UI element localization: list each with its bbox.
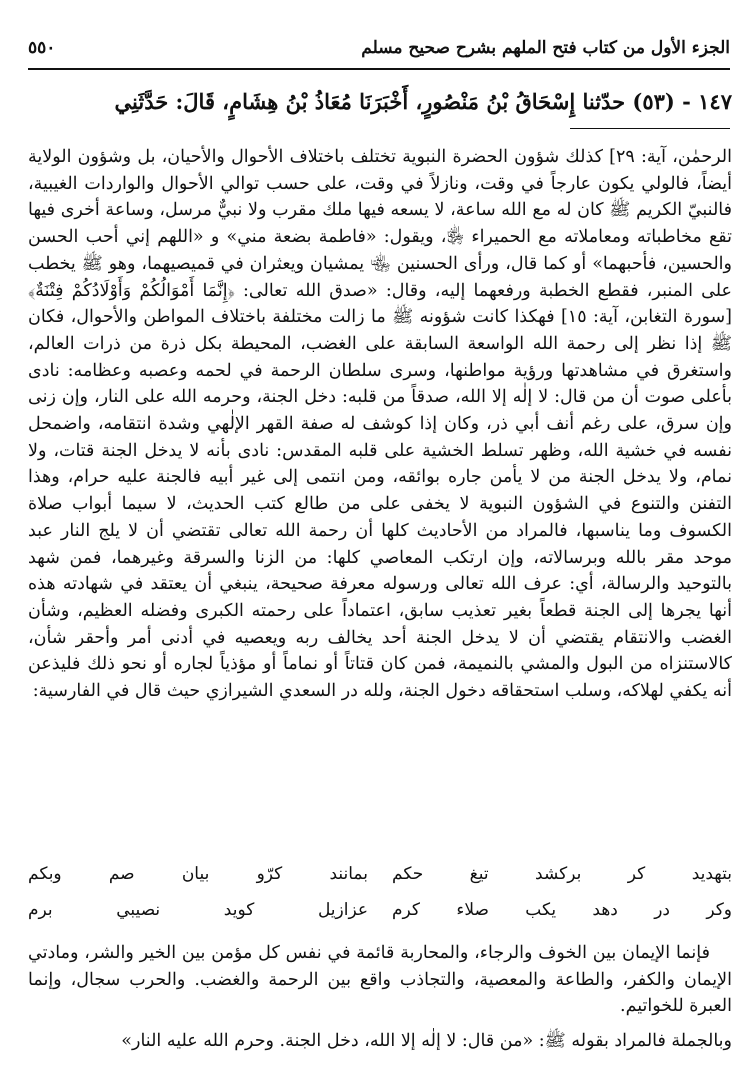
conclusion-paragraph xyxy=(28,940,732,1020)
page-number: ٥٥٠ xyxy=(28,38,56,58)
separator-rule xyxy=(570,128,730,129)
conclusion-text: فإنما الإيمان بين الخوف والرجاء، والمحاربة قائمة في نفس كل مؤمن بين الخير والشر، ومادتي الإيمان والكفر، والطاعة والمعصية، والتجاذب واقع بين الرحمة والغضب. والحرب سجال، وإنما العبرة للخواتيم. xyxy=(28,943,732,1017)
hadith-chain-line: ١٤٧ - (٥٣) حدّثنا إِسْحَاقُ بْنُ مَنْصُورٍ، أَخْبَرَنَا مُعَاذُ بْنُ هِشَامٍ، قَالَ: حَدَّثَنِي xyxy=(114,89,732,114)
poem-verse-2-left: عزازيل كويد نصيبي برم xyxy=(28,900,368,920)
commentary-text: الرحمٰن، آية: ٢٩] كذلك شؤون الحضرة النبوية تختلف باختلاف الأحوال والأحيان، بل وشؤون الولاية أيضاً، فالولي يكون عارجاً في وقت، ونازلاً في وقت، على حسب توالي الأحوال والواردات الغيبية، فالنبيّ الكريم ﷺ كان له مع الله ساعة، لا يسعه فيها ملك مقرب ولا نبيٌّ مرسل، وساعة أخرى فيها تقع مخاطباته ومعاملاته مع الحميراء ﵂، ويقول: «فاطمة بضعة مني» و «اللهم إني أحب الحسن والحسين، فأحبهما» أو كما قال، ورأى الحسنين ﵄ يمشيان ويعثران في قميصيهما، وهو ﷺ يخطب على المنبر، فقطع الخطبة ورفعهما إليه، وقال: «صدق الله تعالى: ﴿إِنَّمَا أَمْوَالُكُمْ وَأَوْلَادُكُمْ فِتْنَةٌ﴾ [سورة التغابن، آية: ١٥] فهكذا كانت شؤونه ﷺ ما زالت مختلفة باختلاف المواطن والأحوال، فكان ﷺ إذا نظر إلى رحمة الله الواسعة السابقة على الغضب، المحيطة بكل ذرة من ذرات العالم، واستغرق في مشاهدتها ورؤية مواطنها، وسرى سلطان الرحمة في لحمه وعصبه وعظامه: نادى بأعلى صوت أن من قال: لا إلٰه إلا الله، صدقاً من قلبه: دخل الجنة، وحرمه الله على النار، وإن زنى وإن سرق، على رغم أنف أبي ذر، وكان إذا كوشف له صفة القهر الإلٰهي وشدة انتقامه، واضمحل نفسه في خشية الله، وظهر تسلط الخشية على قلبه المقدس: نادى بأنه لا يدخل الجنة قتات، ولا نمام، ولا يدخل الجنة من لا يأمن جاره بوائقه، ومن انتمى إلى غير أبيه فالجنة عليه حرام، وهذا التفنن والتنوع في الشؤون النبوية لا يخفى على من طالع كتب الحديث، لا سيما أبواب صلاة الكسوف وما يناسبها، فالمراد من الأحاديث كلها أن رحمة الله تعالى تقتضي أن لا يلج النار عبد موحد مقر بالله وبرسالاته، وإن ارتكب المعاصي كلها: من الزنا والسرقة وغيرهما، فمن شهد بالتوحيد والرسالة، أي: عرف الله تعالى ورسوله معرفة صحيحة، ينبغي أن يعتقد في شهادته هذه أنها يجرها إلى الجنة قطعاً بغير تعذيب سابق، اعتماداً على رحمته الكبرى وفضله العظيم، وشأن الغضب والانتقام يقتضي أن لا يدخل الجنة أحد يخالف ربه ويعصيه في أدنى أمر وأحقر شأن، كالاستنزاه من البول والمشي بالنميمة، فمن كان قتاتاً أو نماماً أو مؤذياً لجاره أو نحو ذلك فليذعن أنه يكفي لهلاكه، وسلب استحقاقه دخول الجنة، ولله در السعدي الشيرازي حيث قال في الفارسية: xyxy=(28,147,732,702)
final-line: وبالجملة فالمراد بقوله ﷺ: «من قال: لا إلٰه إلا الله، دخل الجنة. وحرم الله عليه النار» xyxy=(121,1031,732,1051)
book-title: الجزء الأول من كتاب فتح الملهم بشرح صحيح مسلم xyxy=(361,38,730,58)
poem-verse-1-left: بمانند كرّو بيان صم وبكم xyxy=(28,864,368,884)
running-header xyxy=(28,34,730,62)
persian-poem xyxy=(28,864,732,936)
header-rule xyxy=(28,68,730,70)
commentary-paragraph xyxy=(28,144,732,705)
poem-verse-2-right: وكر در دهد يكب صلاء كرم xyxy=(392,900,732,920)
poem-verse-1-right: بتهديد كر بركشد تيغ حكم xyxy=(392,864,732,884)
